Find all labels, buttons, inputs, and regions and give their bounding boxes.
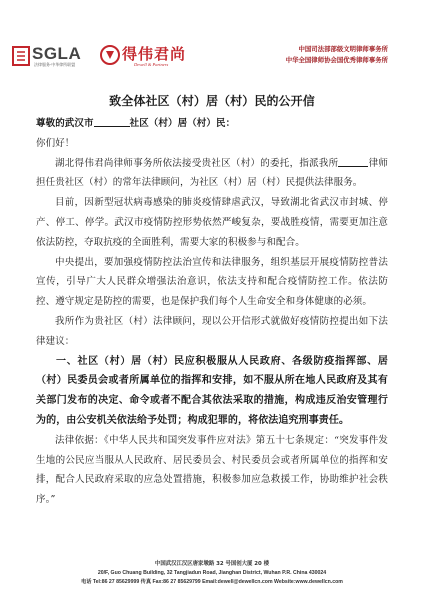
paragraph [36,154,388,194]
salutation-prefix: 尊敬的武汉市 [36,118,94,129]
firm-honor-line: 中国司法部部级文明律师事务所 [298,45,388,53]
lawyer-blank-field [338,156,368,167]
firm-honors [286,44,388,66]
sgla-name: SGLA [32,44,82,63]
legal-basis-paragraph: 法律依据：《中华人民共和国突发事件应对法》第五十七条规定：“突发事件发生地的公民应当服从人民政府、居民委员会、村民委员会或者所属单位的指挥和安排，配合人民政府采取的应急处置措施，积极参加应急救援工作，协助维护社会秩序。” [36,434,388,506]
community-blank-field [94,116,130,127]
sgla-logo [12,43,98,71]
sgla-subtitle: 法律服务·中华律所联盟 [34,62,76,67]
footer-contact: 电话 Tel:86 27 85629999 传真 Fax:86 27 85629799 Email:dewell@dewellcn.com Website:www.dewellcn.com [81,579,343,585]
footer-address-en: 20/F, Guo Chuang Building, 32 Tangjiadun Road, Jianghan District, Wuhan P.R. China 430024 [97,570,327,576]
firm-honor-line: 中华全国律师协会国优秀律师事务所 [285,56,388,64]
dewell-name: 得伟君尚 [122,45,187,63]
recommendation-paragraph: 一、社区（村）居（村）民应积极服从人民政府、各级防疫指挥部、居（村）民委员会或者所属单位的指挥和安排，如不服从所在地人民政府及其有关部门发布的决定、命令或者不配合其依法采取的措施，构成违反治安管理行为的，由公安机关依法给予处罚；构成犯罪的，将依法追究刑事责任。 [36,355,388,426]
letter-title: 致全体社区（村）居（村）民的公开信 [109,94,315,108]
paragraph-text: 律师担任贵社区（村）的常年法律顾问，为社区（村）居（村）民提供法律服务。 [36,157,389,189]
greeting: 你们好！ [36,137,75,149]
dewell-subtitle: Dewell & Partners [134,62,169,67]
sgla-emblem-icon [12,45,32,67]
paragraph: 目前，因新型冠状病毒感染的肺炎疫情肆虐武汉，导致湖北省武汉市封城、停产、停工、停学。武汉市疫情防控形势依然严峻复杂，要战胜疫情，需要更加注意依法防控，夺取抗疫的全面胜利，需要大家的积极参与和配合。 [36,197,388,248]
salutation-suffix: 社区（村）居（村）民： [129,118,236,129]
paragraph: 我所作为贵社区（村）法律顾问，现以公开信形式就做好疫情防控提出如下法律建议： [36,315,388,347]
paragraph: 中央提出，要加强疫情防控法治宣传和法律服务，组织基层开展疫情防控普法宣传，引导广大人民群众增强法治意识，依法支持和配合疫情防控工作。依法防控、遵守规定是防控的需要，也是保护我们每个人生命安全和身体健康的必须。 [36,256,388,308]
letterhead [0,0,424,84]
dewell-emblem-icon [100,44,120,66]
salutation [36,114,388,134]
paragraph-text: 湖北得伟君尚律师事务所依法接受贵社区（村）的委托，指派我所 [55,157,339,169]
footer-address-cn: 中国武汉江汉区唐家墩路 32 号国创大厦 20 楼 [154,561,270,567]
letter-body [36,88,388,510]
letter-footer [0,560,424,587]
dewell-logo [100,42,190,72]
